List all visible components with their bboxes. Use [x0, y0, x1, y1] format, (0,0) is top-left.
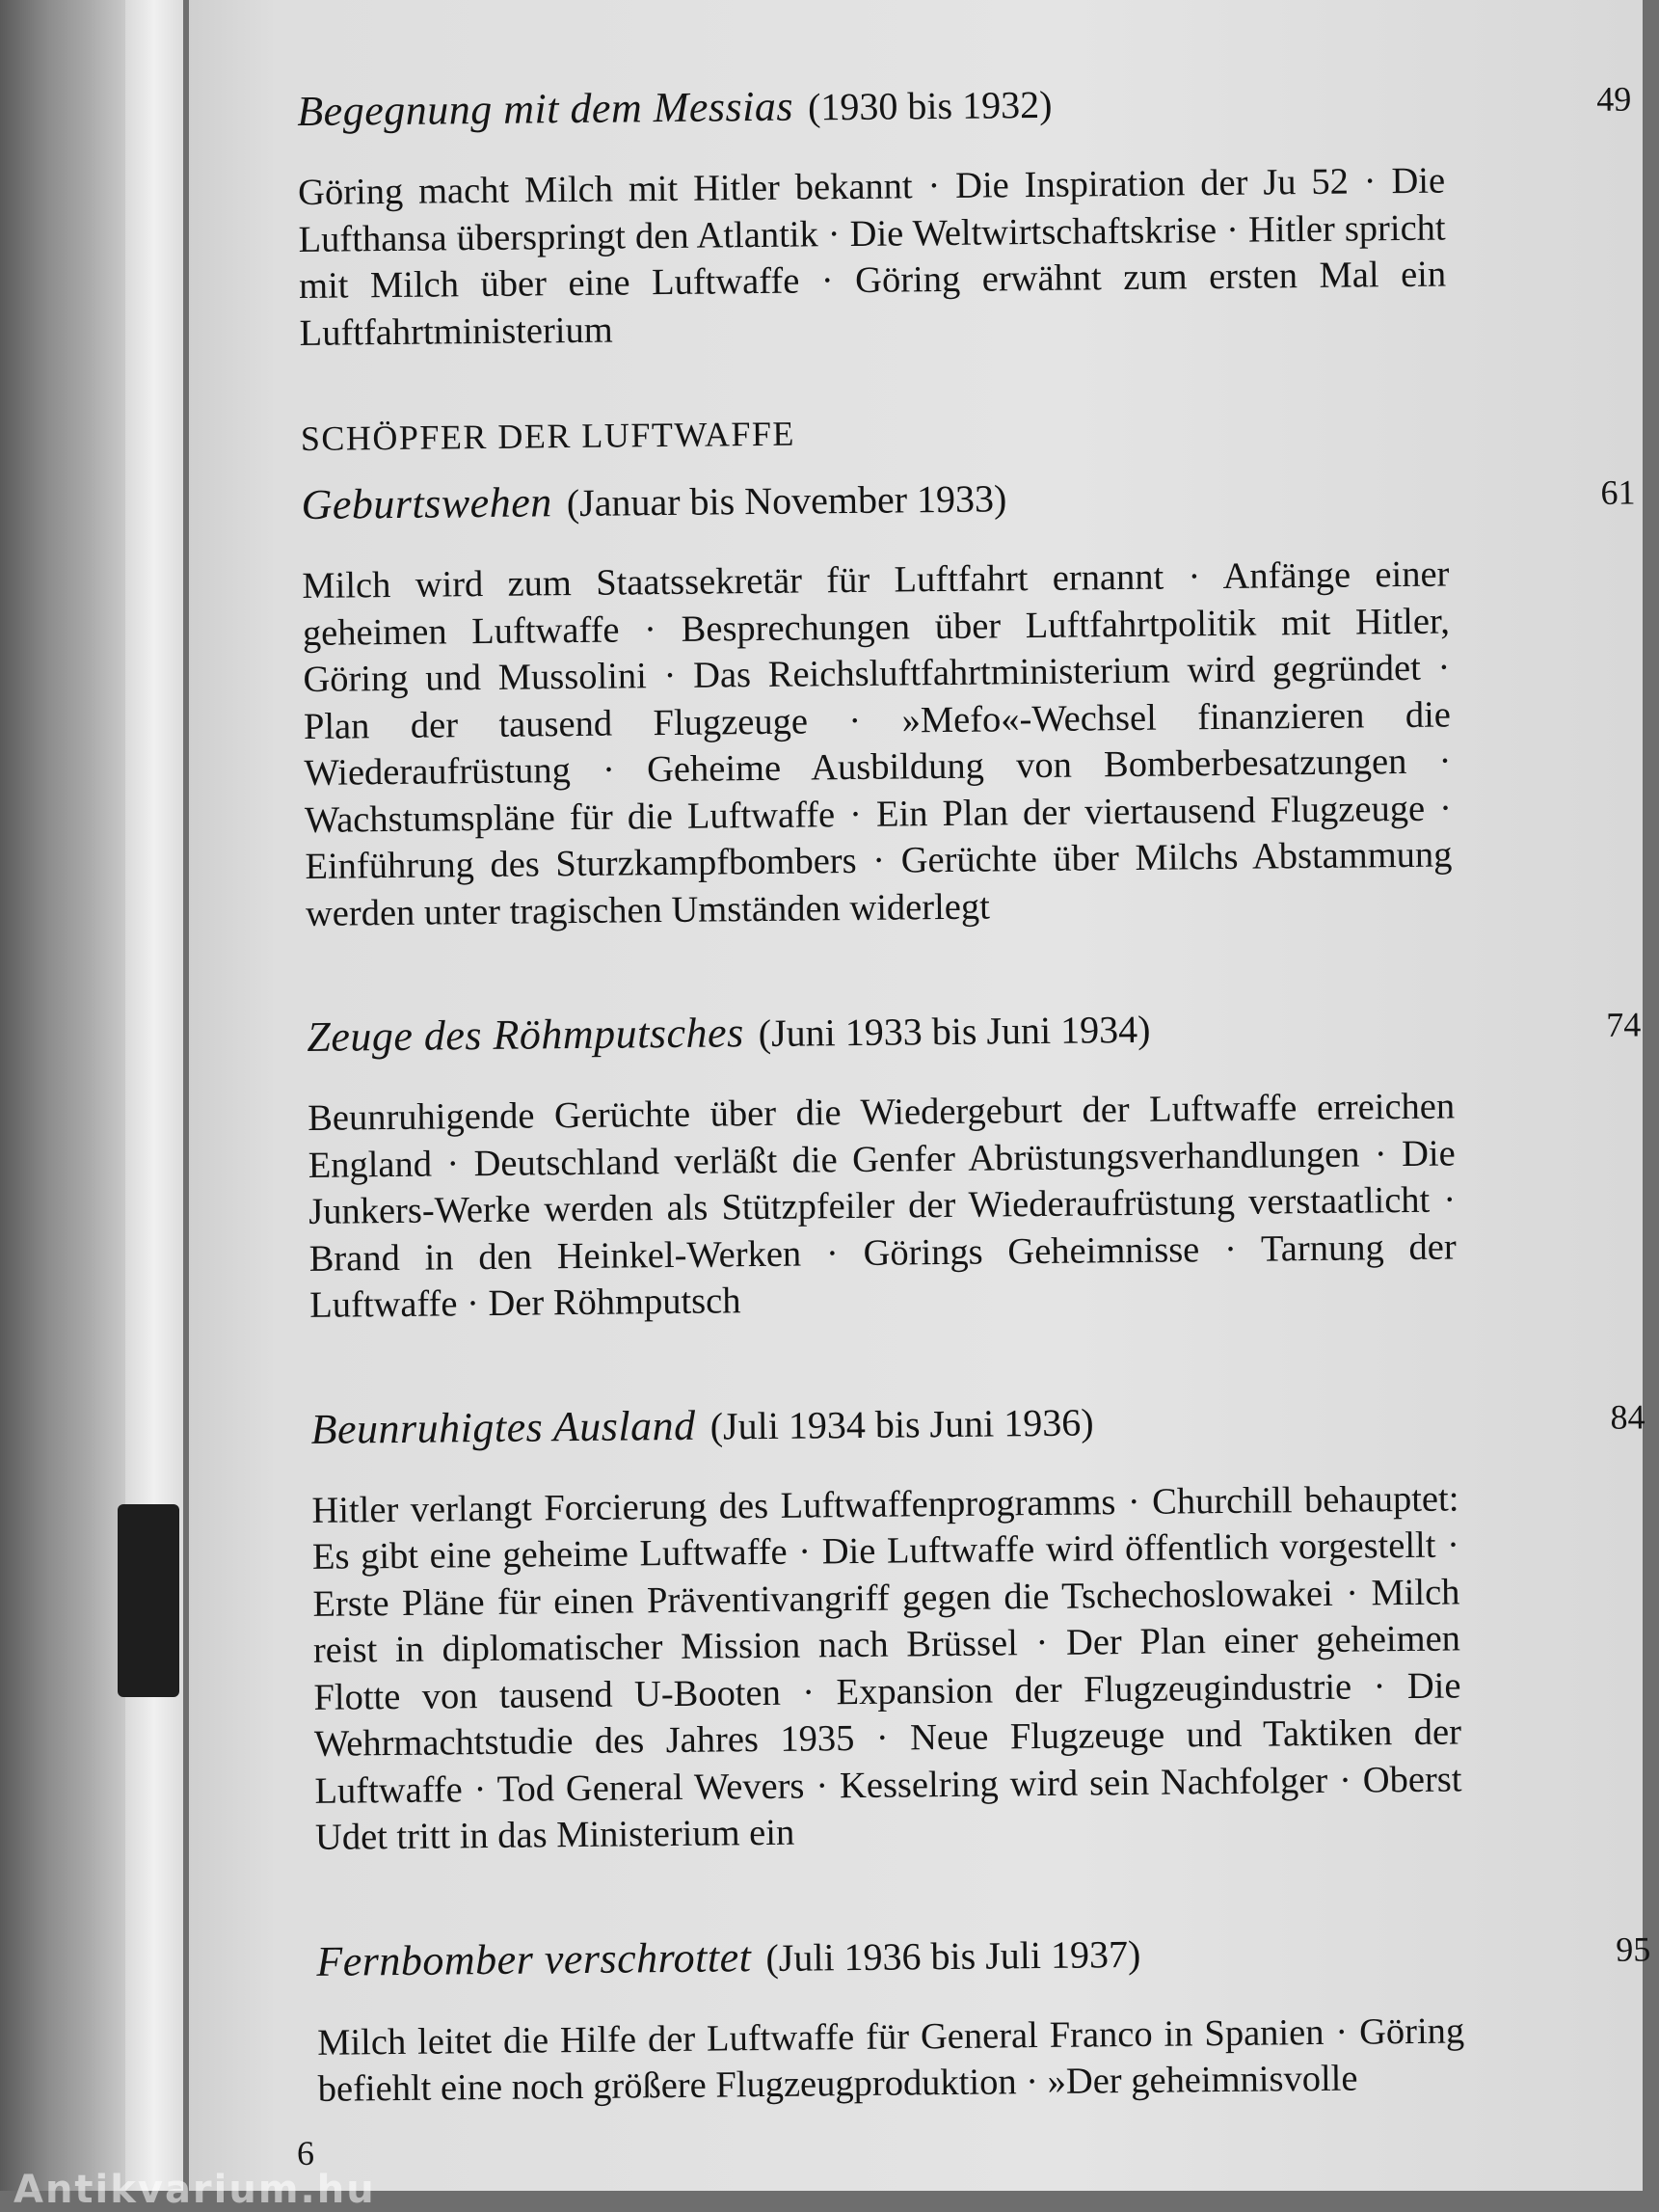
chapter-dates: (Juli 1934 bis Juni 1936): [709, 1399, 1094, 1448]
chapter-title: Beunruhigtes Ausland: [310, 1401, 696, 1453]
chapter-page-number: 95: [1616, 1929, 1651, 1969]
chapter-title: Geburtswehen: [301, 478, 552, 528]
watermark: Antikvarium.hu: [13, 2168, 376, 2212]
chapter-page-number: 49: [1595, 79, 1632, 119]
toc-entry-heading: [310, 1390, 1651, 1472]
chapter-title: Begegnung mit dem Messias: [297, 82, 794, 135]
toc-entry-heading: [301, 466, 1642, 548]
chapter-page-number: 74: [1606, 1005, 1642, 1044]
page-number: 6: [297, 2134, 314, 2172]
chapter-summary: Hitler verlangt Forcierung des Luftwaffenprogramms · Churchill behauptet: Es gibt eine geheime Luftwaffe · Die Luftwaffe wird öffentlich vorgestellt · Erste Pläne für einen Präventivangriff gegen die Tschechoslowakei · Milch reist in diplomatischer Mission nach Brüssel · Der Plan einer geheimen Flotte von tausend U-Booten · Expansion der Flugzeugindustrie · Die Wehrmachtstudie des Jahres 1935 · Neue Flugzeuge und Taktiken der Luftwaffe · Tod General Wevers · Kesselring wird sein Nachfolger · Oberst Udet tritt in das Ministerium ein: [311, 1477, 1462, 1858]
chapter-dates: (Juni 1933 bis Juni 1934): [758, 1007, 1151, 1056]
toc-entry: [301, 466, 1646, 937]
chapter-summary: Milch wird zum Staatssekretär für Luftfahrt ernannt · Anfänge einer geheimen Luftwaffe · Besprechungen über Luftfahrtpolitik mit Hitler, Göring und Mussolini · Das Reichsluftfahrtministerium wird gegründet · Plan der tausend Flugzeuge · »Mefo«-Wechsel finanzieren die Wiederaufrüstung · Geheime Ausbildung von Bomberbesatzungen · Wachstumspläne für die Luftwaffe · Ein Plan der viertausend Flugzeuge · Einführung des Sturzkampfbombers · Gerüchte über Milchs Abstammung werden unter tragischen Umständen widerlegt: [302, 553, 1453, 934]
chapter-page-number: 84: [1610, 1396, 1646, 1437]
book-page: [189, 0, 1651, 2191]
toc-entry-heading: [297, 72, 1638, 154]
book-binding: [0, 0, 125, 2191]
page-edge: [125, 0, 183, 2191]
chapter-dates: (1930 bis 1932): [807, 82, 1053, 129]
toc-entry: [316, 1923, 1658, 2114]
chapter-dates: (Juli 1936 bis Juli 1937): [765, 1931, 1141, 1980]
chapter-title: Fernbomber verschrottet: [316, 1932, 752, 1985]
toc-entry: [297, 72, 1640, 357]
chapter-dates: (Januar bis November 1933): [566, 476, 1007, 526]
chapter-summary: Beunruhigende Gerüchte über die Wiedergeburt der Luftwaffe erreichen England · Deutschland verläßt die Genfer Abrüstungsverhandlungen · Die Junkers-Werke werden als Stützpfeiler der Wiederaufrüstung verstaatlicht · Brand in den Heinkel-Werken · Görings Geheimnisse · Tarnung der Luftwaffe · Der Röhmputsch: [307, 1086, 1457, 1326]
toc-entry-heading: [307, 998, 1647, 1080]
section-heading: SCHÖPFER DER LUFTWAFFE: [300, 414, 796, 458]
toc-content: [297, 72, 1659, 2188]
bookmark-tab: [118, 1504, 179, 1697]
toc-entry-heading: [316, 1923, 1657, 2005]
toc-entry: [307, 998, 1649, 1329]
toc-entry: [310, 1390, 1655, 1862]
chapter-summary: Göring macht Milch mit Hitler bekannt · Die Inspiration der Ju 52 · Die Lufthansa überspringt den Atlantik · Die Weltwirtschaftskrise · Hitler spricht mit Milch über eine Luftwaffe · Göring erwähnt zum ersten Mal ein Luftfahrtministerium: [297, 160, 1447, 354]
chapter-summary: Milch leitet die Hilfe der Luftwaffe für General Franco in Spanien · Göring befiehlt eine noch größere Flugzeugproduktion · »Der geheimnisvolle: [317, 2010, 1465, 2110]
chapter-title: Zeuge des Röhmputsches: [307, 1009, 744, 1061]
chapter-page-number: 61: [1600, 472, 1636, 512]
